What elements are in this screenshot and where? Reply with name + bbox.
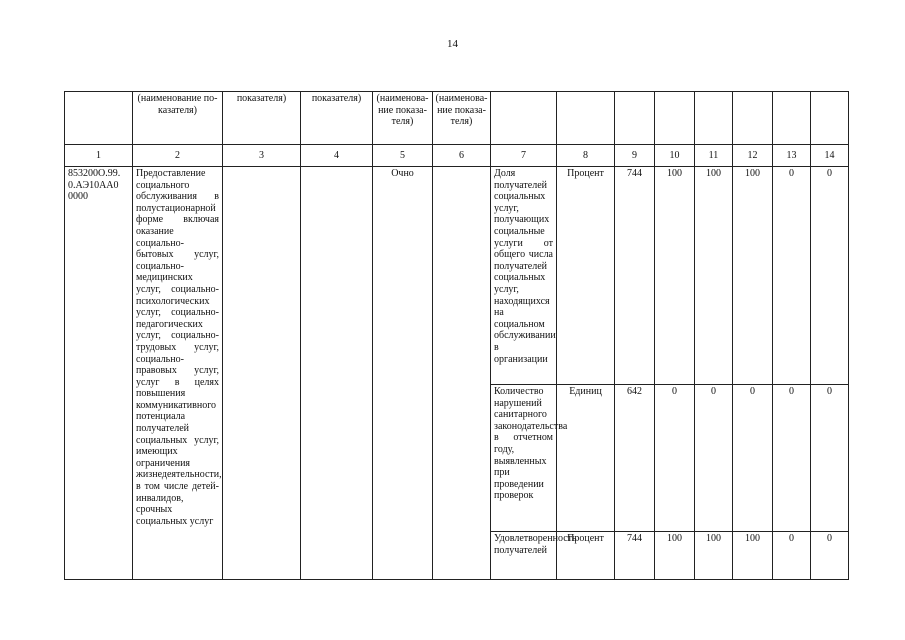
column-number: 9 [615, 145, 655, 167]
header-row [65, 92, 849, 145]
header-cell: (наименова- ние показа- теля) [433, 92, 491, 145]
header-cell [615, 92, 655, 145]
service-code: 853200О.99. 0.АЭ10АА0 0000 [65, 167, 133, 580]
header-cell [773, 92, 811, 145]
empty-cell [301, 167, 373, 580]
column-number: 6 [433, 145, 491, 167]
column-number: 8 [557, 145, 615, 167]
column-number: 14 [811, 145, 849, 167]
empty-cell [433, 167, 491, 580]
indicator-name: Удовлетворенность получателей [491, 532, 557, 580]
header-cell [695, 92, 733, 145]
indicator-value: 100 [695, 532, 733, 580]
service-name: Предоставление социального обслуживания в полустационарной форме включая оказание социально-бытовых услуг, социально-медицинских услуг, социально-психологических услуг, социально-педагогических услуг, социально-трудовых услуг, социально-правовых услуг, услуг в целях повышения коммуникативного потенциала получателей социальных услуг, имеющих ограничения жизнедеятельности, в том числе детей-инвалидов, срочных социальных услуг [133, 167, 223, 580]
indicator-value: 100 [655, 532, 695, 580]
column-number: 13 [773, 145, 811, 167]
column-number: 10 [655, 145, 695, 167]
indicator-value: 0 [773, 385, 811, 532]
indicator-value: 100 [695, 167, 733, 385]
indicator-value: 0 [811, 167, 849, 385]
header-cell [733, 92, 773, 145]
column-number: 12 [733, 145, 773, 167]
header-cell [811, 92, 849, 145]
header-cell [655, 92, 695, 145]
indicator-value: 0 [811, 385, 849, 532]
header-cell [491, 92, 557, 145]
column-number: 3 [223, 145, 301, 167]
header-cell [557, 92, 615, 145]
indicator-unit: Единиц [557, 385, 615, 532]
indicator-unit: Процент [557, 167, 615, 385]
header-cell [65, 92, 133, 145]
indicator-value: 0 [773, 532, 811, 580]
column-number: 5 [373, 145, 433, 167]
indicator-value: 0 [695, 385, 733, 532]
indicator-code: 744 [615, 167, 655, 385]
column-number: 4 [301, 145, 373, 167]
indicator-value: 100 [733, 532, 773, 580]
indicator-unit: Процент [557, 532, 615, 580]
header-cell: показателя) [223, 92, 301, 145]
indicator-name: Доля получателей социальных услуг, получающих социальные услуги от общего числа получателей социальных услуг, находящихся на социальном обслуживании в организации [491, 167, 557, 385]
indicator-value: 0 [811, 532, 849, 580]
indicator-value: 0 [655, 385, 695, 532]
indicator-value: 0 [773, 167, 811, 385]
column-number: 1 [65, 145, 133, 167]
header-cell: (наименование по- казателя) [133, 92, 223, 145]
indicator-code: 642 [615, 385, 655, 532]
indicator-code: 744 [615, 532, 655, 580]
indicator-value: 0 [733, 385, 773, 532]
column-number-row [65, 145, 849, 167]
indicator-value: 100 [655, 167, 695, 385]
header-cell: (наименова- ние показа- теля) [373, 92, 433, 145]
column-number: 7 [491, 145, 557, 167]
column-number: 11 [695, 145, 733, 167]
column-number: 2 [133, 145, 223, 167]
indicator-value: 100 [733, 167, 773, 385]
quality-indicators-table [64, 91, 849, 580]
header-cell: показателя) [301, 92, 373, 145]
indicator-name: Количество нарушений санитарного законодательства в отчетном году, выявленных при проведении проверок [491, 385, 557, 532]
empty-cell [223, 167, 301, 580]
table-row [65, 167, 849, 385]
page-number: 14 [447, 38, 458, 50]
service-form: Очно [373, 167, 433, 580]
